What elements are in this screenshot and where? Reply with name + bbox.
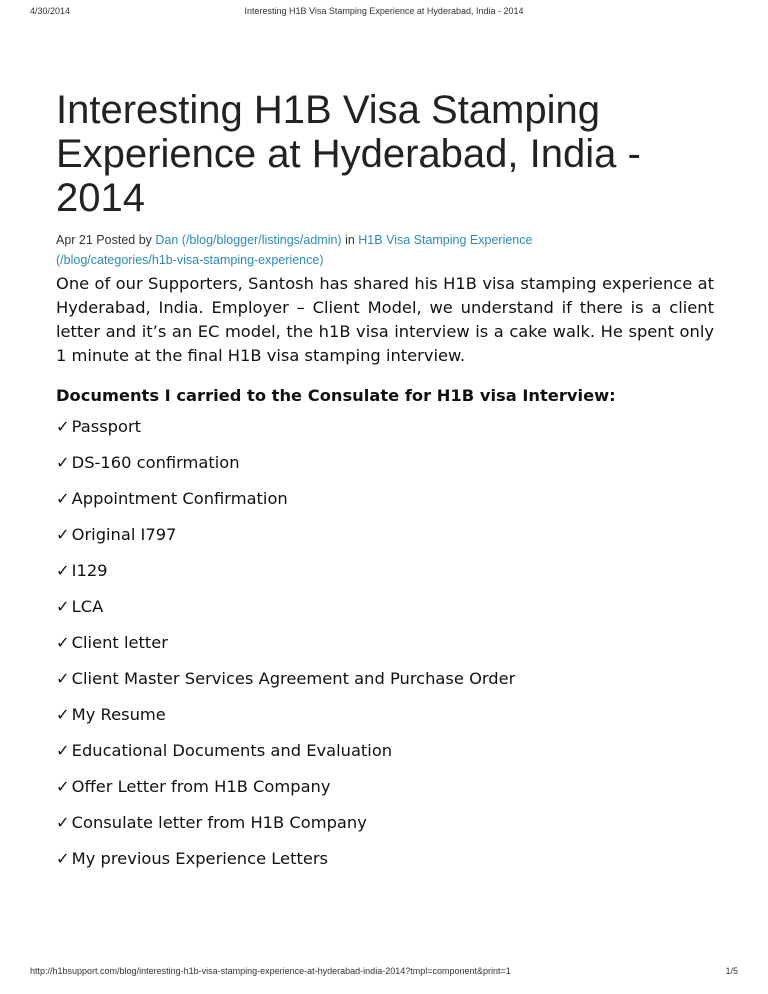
category-path-link[interactable]: (/blog/categories/h1b-visa-stamping-experience)	[56, 253, 324, 267]
document-item	[56, 488, 714, 510]
article-title: Interesting H1B Visa Stamping Experience at Hyderabad, India - 2014	[56, 88, 641, 220]
document-item-label: Client Master Services Agreement and Purchase Order	[71, 669, 516, 689]
document-item-label: Educational Documents and Evaluation	[71, 741, 393, 761]
check-icon: ✓	[56, 849, 70, 869]
document-item-label: Consulate letter from H1B Company	[71, 813, 367, 833]
document-item	[56, 668, 714, 690]
check-icon: ✓	[56, 705, 70, 725]
document-item	[56, 632, 714, 654]
check-icon: ✓	[56, 813, 70, 833]
check-icon: ✓	[56, 489, 70, 509]
check-icon: ✓	[56, 741, 70, 761]
print-date: 4/30/2014	[30, 6, 71, 16]
author-link[interactable]: Dan (/blog/blogger/listings/admin)	[155, 233, 342, 247]
print-footer	[0, 966, 768, 980]
document-item	[56, 812, 714, 834]
check-icon: ✓	[56, 777, 70, 797]
documents-heading: Documents I carried to the Consulate for H1B visa Interview:	[56, 386, 616, 406]
document-item-label: Original I797	[71, 525, 177, 545]
check-icon: ✓	[56, 525, 70, 545]
documents-list	[56, 416, 714, 870]
document-item-label: Appointment Confirmation	[71, 489, 288, 509]
check-icon: ✓	[56, 633, 70, 653]
document-item-label: My Resume	[71, 705, 166, 725]
print-url: http://h1bsupport.com/blog/interesting-h1b-visa-stamping-experience-at-hyderabad-india-2014?tmpl=component&print=1	[30, 966, 511, 976]
check-icon: ✓	[56, 669, 70, 689]
check-icon: ✓	[56, 417, 70, 437]
post-date: Apr 21 Posted by	[56, 233, 156, 247]
document-item	[56, 596, 714, 618]
category-link[interactable]: H1B Visa Stamping Experience	[358, 233, 533, 247]
document-item-label: My previous Experience Letters	[71, 849, 329, 869]
check-icon: ✓	[56, 561, 70, 581]
document-item-label: DS-160 confirmation	[71, 453, 240, 473]
article	[56, 88, 714, 884]
document-item-label: Client letter	[71, 633, 168, 653]
intro-paragraph: One of our Supporters, Santosh has shared his H1B visa stamping experience at Hyderabad, India. Employer – Client Model, we understand if there is a client letter and it’s an EC model, the h1B visa interview is a cake walk. He spent only 1 minute at the final H1B visa stamping interview.	[56, 274, 714, 365]
document-item-label: Offer Letter from H1B Company	[71, 777, 331, 797]
document-item	[56, 452, 714, 474]
check-icon: ✓	[56, 597, 70, 617]
print-document-title: Interesting H1B Visa Stamping Experience at Hyderabad, India - 2014	[244, 6, 524, 16]
print-header	[0, 4, 768, 20]
document-item-label: LCA	[71, 597, 104, 617]
document-item	[56, 848, 714, 870]
meta-in-text: in	[341, 233, 359, 247]
document-item	[56, 416, 714, 438]
document-item	[56, 704, 714, 726]
check-icon: ✓	[56, 453, 70, 473]
document-item	[56, 776, 714, 798]
document-item-label: I129	[71, 561, 108, 581]
document-item	[56, 740, 714, 762]
document-item-label: Passport	[71, 417, 142, 437]
post-meta	[56, 230, 714, 270]
document-item	[56, 524, 714, 546]
document-item	[56, 560, 714, 582]
page-number: 1/5	[725, 966, 738, 976]
